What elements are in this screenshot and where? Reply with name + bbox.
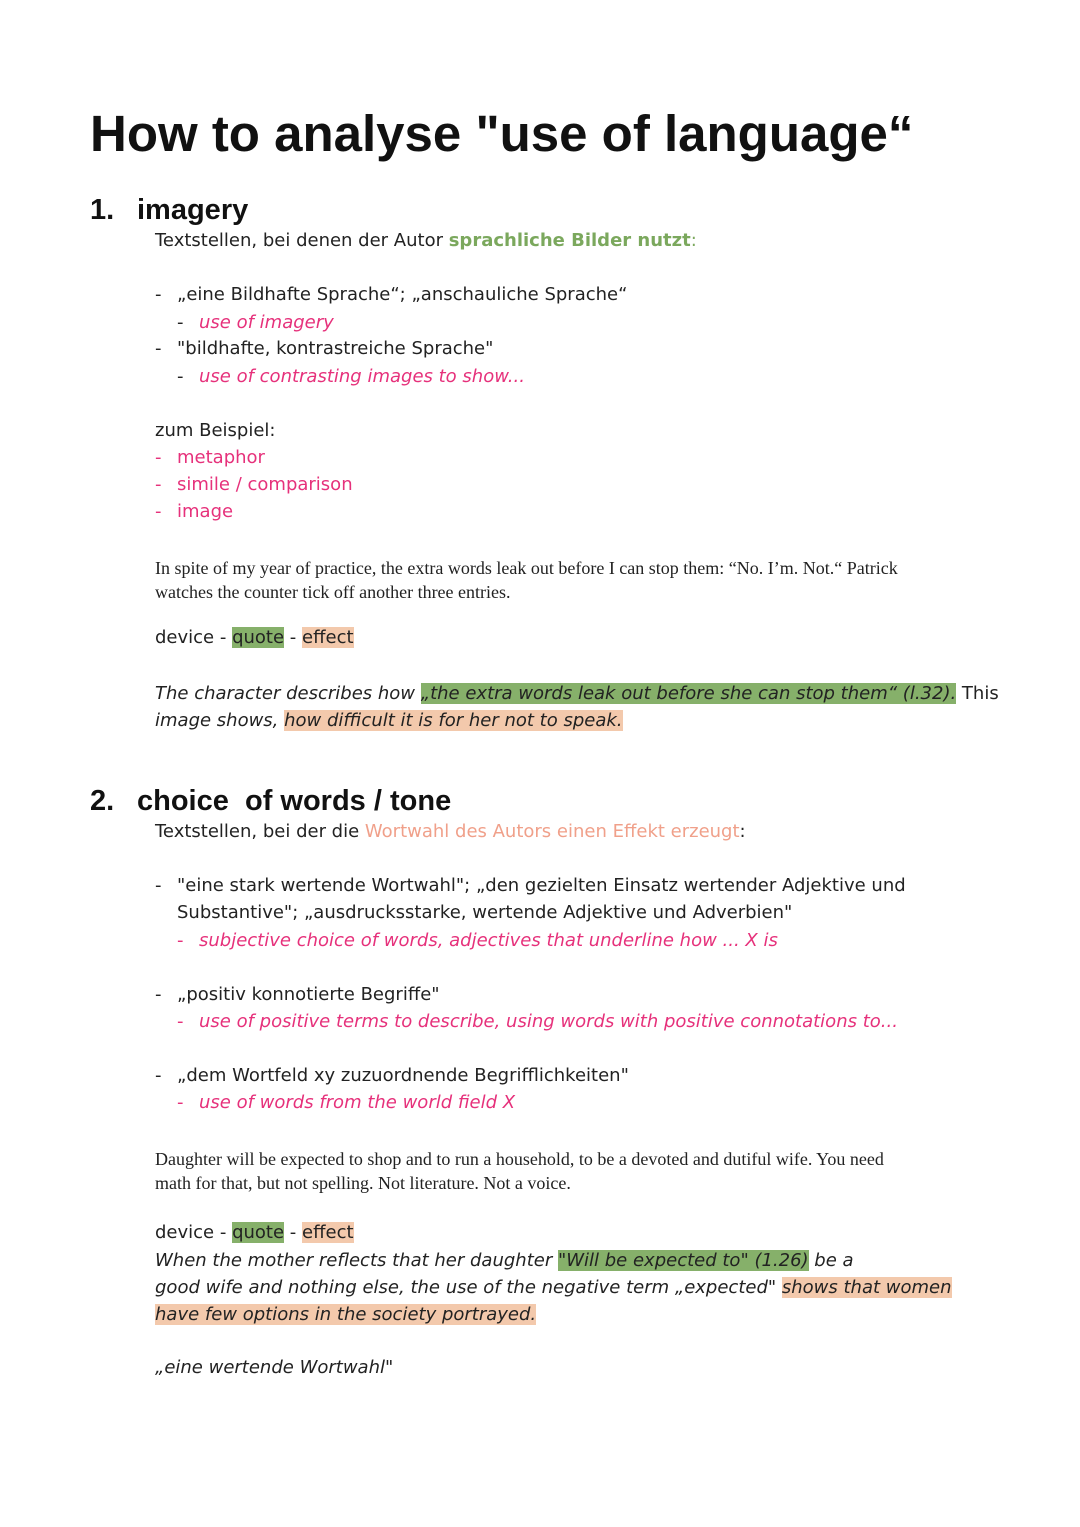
footer-note: „eine wertende Wortwahl" <box>155 1357 394 1378</box>
quote-line: Daughter will be expected to shop and to run a household, to be a devoted and dutiful wife. You need <box>155 1149 884 1169</box>
analysis-text: image shows, <box>155 710 285 731</box>
analysis-text: The character describes how <box>155 683 421 704</box>
section-heading-imagery <box>90 194 248 227</box>
formula-sep: - <box>214 627 233 648</box>
german-phrase: „eine Bildhafte Sprache“; „anschauliche Sprache“ <box>177 284 628 305</box>
formula-device: device <box>155 1222 215 1243</box>
example-text: metaphor <box>177 447 265 468</box>
list-item: - „dem Wortfeld xy zuzuordnende Begrifflichkeiten" <box>155 1065 629 1086</box>
formula-sep: - <box>214 1222 233 1243</box>
sub-list-item: - use of words from the world field X <box>177 1092 516 1113</box>
analysis-text: This <box>956 683 999 704</box>
analysis-line <box>155 1301 536 1328</box>
list-item: - „positiv konnotierte Begriffe" <box>155 984 440 1005</box>
intro-text: Textstellen, bei denen der Autor <box>155 230 449 251</box>
intro-colon: : <box>739 821 746 842</box>
formula-sep: - <box>284 1222 303 1243</box>
section-intro <box>155 821 746 842</box>
english-phrase: use of imagery <box>199 312 334 333</box>
intro-colon: : <box>690 230 697 251</box>
intro-highlight: sprachliche Bilder nutzt <box>448 230 691 251</box>
intro-text: Textstellen, bei der die <box>155 821 365 842</box>
section-title: choice of words / tone <box>137 785 452 817</box>
intro-highlight: Wortwahl des Autors einen Effekt erzeugt <box>364 821 740 842</box>
english-phrase: subjective choice of words, adjectives that underline how ... X is <box>199 930 778 951</box>
example-item: - simile / comparison <box>155 474 353 495</box>
list-item: - "bildhafte, kontrastreiche Sprache" <box>155 338 494 359</box>
english-phrase: use of contrasting images to show... <box>199 366 525 387</box>
quote-line: In spite of my year of practice, the extra words leak out before I can stop them: “No. I’m. Not.“ Patrick <box>155 558 898 578</box>
sub-list-item: - use of positive terms to describe, using words with positive connotations to... <box>177 1011 898 1032</box>
page-title: How to analyse "use of language“ <box>90 105 914 162</box>
formula-effect: effect <box>302 627 354 648</box>
german-phrase: "bildhafte, kontrastreiche Sprache" <box>177 338 494 359</box>
analysis-line <box>155 1247 854 1274</box>
example-text: image <box>177 501 234 522</box>
formula-quote: quote <box>232 627 285 648</box>
sub-list-item: - subjective choice of words, adjectives that underline how ... X is <box>177 930 778 951</box>
sub-list-item: - use of contrasting images to show... <box>177 366 525 387</box>
german-phrase: „dem Wortfeld xy zuzuordnende Begrifflichkeiten" <box>177 1065 629 1086</box>
german-phrase: "eine stark wertende Wortwahl"; „den gezielten Einsatz wertender Adjektive und <box>177 875 906 896</box>
section-number: 2. <box>90 785 115 817</box>
german-phrase: „positiv konnotierte Begriffe" <box>177 984 440 1005</box>
formula-effect: effect <box>302 1222 354 1243</box>
analysis-effect: have few options in the society portrayed. <box>155 1304 537 1325</box>
list-item: - "eine stark wertende Wortwahl"; „den gezielten Einsatz wertender Adjektive und <box>155 875 906 896</box>
english-phrase: use of positive terms to describe, using words with positive connotations to... <box>199 1011 898 1032</box>
analysis-text: good wife and nothing else, the use of the negative term „expected" <box>155 1277 782 1298</box>
formula-quote: quote <box>232 1222 285 1243</box>
analysis-effect: shows that women <box>781 1277 952 1298</box>
list-item: - „eine Bildhafte Sprache“; „anschauliche Sprache“ <box>155 284 628 305</box>
analysis-line <box>155 707 623 734</box>
analysis-quote: "Will be expected to" (1.26) <box>557 1250 809 1271</box>
example-label: zum Beispiel: <box>155 420 276 441</box>
sub-list-item: - use of imagery <box>177 312 334 333</box>
formula-sep: - <box>284 627 303 648</box>
device-quote-effect <box>155 1219 354 1247</box>
analysis-line <box>155 680 999 707</box>
section-intro <box>155 230 697 251</box>
section-heading-choice-of-words <box>90 785 451 818</box>
analysis-line <box>155 1274 952 1301</box>
analysis-text: be a <box>808 1250 854 1271</box>
formula-device: device <box>155 627 215 648</box>
list-item-continuation: Substantive"; „ausdrucksstarke, wertende Adjektive und Adverbien" <box>177 902 793 923</box>
section-title: imagery <box>137 194 249 226</box>
english-phrase: use of words from the world field X <box>199 1092 516 1113</box>
device-quote-effect <box>155 624 354 652</box>
section-number: 1. <box>90 194 115 226</box>
example-text: simile / comparison <box>177 474 353 495</box>
quote-line: watches the counter tick off another three entries. <box>155 582 511 602</box>
example-item: - metaphor <box>155 447 265 468</box>
analysis-text: When the mother reflects that her daughter <box>155 1250 558 1271</box>
analysis-quote: „the extra words leak out before she can stop them“ (l.32). <box>420 683 957 704</box>
analysis-effect: how difficult it is for her not to speak. <box>284 710 623 731</box>
quote-line: math for that, but not spelling. Not literature. Not a voice. <box>155 1173 571 1193</box>
example-item: - image <box>155 501 234 522</box>
